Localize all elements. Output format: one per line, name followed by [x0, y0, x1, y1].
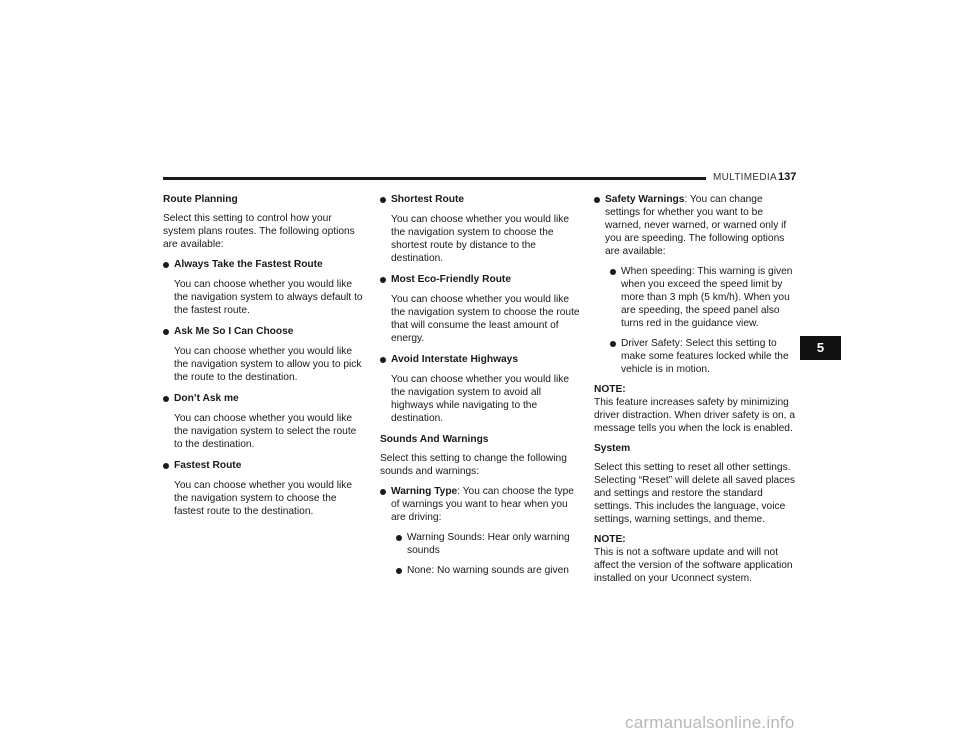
- option-description: You can choose whether you would like the navigation system to choose the route that will consume the least amount of energy.: [391, 294, 580, 344]
- safety-warnings-text: : You can change settings for whether you want to be warned, never warned, or warned only if you are speeding. The following options are available:: [605, 194, 787, 257]
- option-label: Fastest Route: [174, 460, 242, 471]
- sounds-warnings-heading: Sounds And Warnings: [380, 434, 489, 445]
- page-number: 137: [778, 171, 797, 183]
- sounds-warnings-intro: Select this setting to change the following sounds and warnings:: [380, 453, 567, 477]
- system-note-label: NOTE:: [594, 534, 626, 545]
- system-text: Select this setting to reset all other settings. Selecting “Reset” will delete all saved places and settings and restore the standard settings. This includes the language, voice settings, warning settings, and theme.: [594, 462, 796, 525]
- option-description: You can choose whether you would like the navigation system to always default to the fastest route.: [174, 279, 363, 316]
- option-description: You can choose whether you would like the navigation system to choose the shortest route by distance to the destination.: [391, 214, 570, 264]
- warning-type-item: [380, 485, 580, 524]
- option-fastest-route: [163, 459, 363, 472]
- option-description: You can choose whether you would like the navigation system to avoid all highways while navigating to the destination.: [391, 374, 570, 424]
- note-label: NOTE:: [594, 384, 626, 395]
- note-text: This feature increases safety by minimizing driver distraction. When driver safety is on, a message tells you when the lock is enabled.: [594, 397, 795, 434]
- option-label: Avoid Interstate Highways: [391, 354, 518, 365]
- option-description: You can choose whether you would like the navigation system to choose the fastest route to the destination.: [174, 480, 353, 517]
- safety-warnings-item: [594, 193, 800, 258]
- option-avoid-highways: [380, 353, 580, 366]
- watermark-text: carmanualsonline.info: [625, 713, 795, 732]
- system-heading: System: [594, 443, 631, 454]
- safety-warnings-label: Safety Warnings: [605, 194, 685, 205]
- option-eco-route: [380, 273, 580, 286]
- route-planning-heading: Route Planning: [163, 194, 238, 205]
- header-rule: [163, 177, 706, 180]
- warning-type-text: : You can choose the type of warnings you want to hear when you are driving:: [391, 486, 574, 523]
- option-label: Shortest Route: [391, 194, 465, 205]
- option-dont-ask: [163, 392, 363, 405]
- option-fastest-default: [163, 258, 363, 271]
- warning-sounds-item: Warning Sounds: Hear only warning sounds: [396, 531, 580, 557]
- column-1: [163, 193, 363, 526]
- option-shortest-route: [380, 193, 580, 206]
- system-note-text: This is not a software update and will not affect the version of the software application installed on your Uconnect system.: [594, 547, 793, 584]
- column-3: [594, 193, 800, 592]
- warning-type-label: Warning Type: [391, 486, 458, 497]
- option-ask-me: [163, 325, 363, 338]
- section-title: MULTIMEDIA: [713, 172, 777, 183]
- option-label: Most Eco-Friendly Route: [391, 274, 511, 285]
- driver-safety-item: Driver Safety: Select this setting to make some features locked while the vehicle is in motion.: [610, 337, 800, 376]
- no-warning-item: None: No warning sounds are given: [396, 564, 580, 577]
- option-label: Ask Me So I Can Choose: [174, 326, 294, 337]
- when-speeding-item: When speeding: This warning is given when you exceed the speed limit by more than 3 mph (5 km/h). When you are speeding, the speed panel also turns red in the guidance view.: [610, 265, 800, 330]
- route-planning-intro: Select this setting to control how your system plans routes. The following options are available:: [163, 213, 355, 250]
- option-label: Always Take the Fastest Route: [174, 259, 323, 270]
- option-description: You can choose whether you would like the navigation system to select the route to the destination.: [174, 413, 357, 450]
- option-label: Don’t Ask me: [174, 393, 239, 404]
- column-2: [380, 193, 580, 584]
- chapter-tab: 5: [800, 336, 841, 360]
- option-description: You can choose whether you would like the navigation system to allow you to pick the route to the destination.: [174, 346, 362, 383]
